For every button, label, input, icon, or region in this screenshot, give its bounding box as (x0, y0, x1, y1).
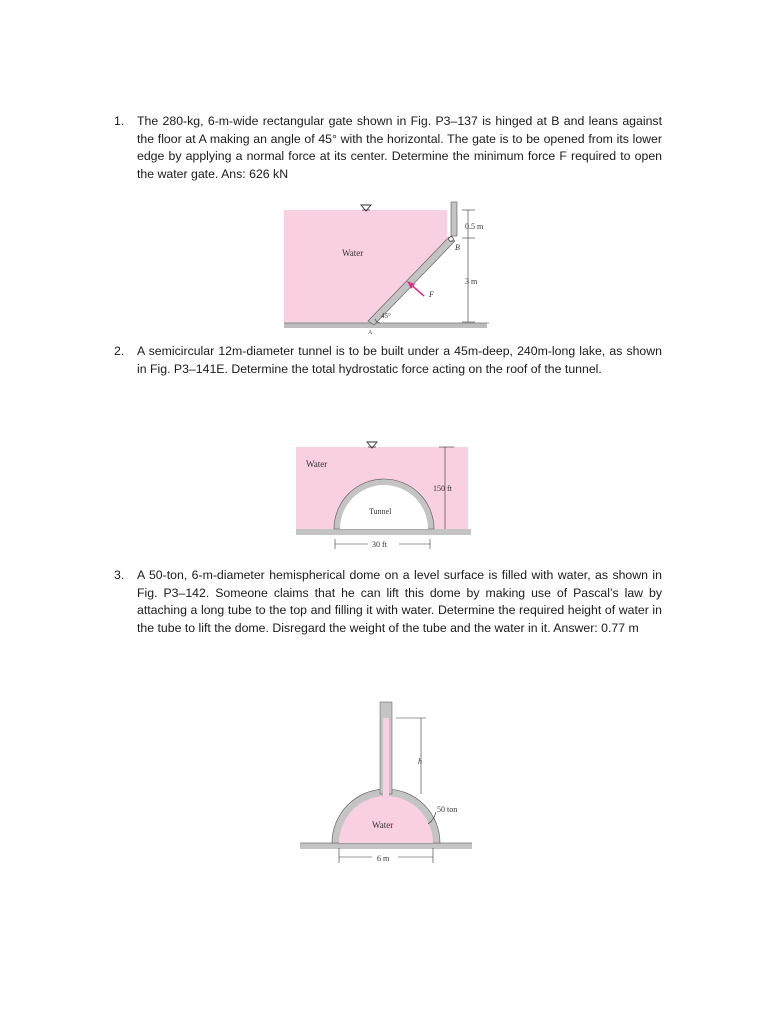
force-label: F (429, 290, 434, 299)
angle-label: 45° (381, 312, 391, 320)
depth-dimension: 150 ft (433, 484, 452, 493)
problem-number: 2. (114, 344, 125, 358)
figure-gate (284, 200, 489, 335)
point-label: A (368, 330, 373, 335)
problem-number: 1. (114, 114, 125, 128)
problem-number: 3. (114, 568, 125, 582)
water-label: Water (306, 459, 328, 469)
hinge-label: B (455, 243, 460, 252)
water-label: Water (342, 248, 364, 258)
problem-text: A semicircular 12m-diameter tunnel is to be built under a 45m-deep, 240m-long lake, as shown in Fig. P3–141E. Determine the total hydrostatic force acting on the roof of the tunnel. (137, 344, 662, 376)
height-label: h (418, 757, 422, 766)
figure-tunnel (296, 440, 471, 555)
width-dimension: 30 ft (372, 540, 387, 549)
problem-text: A 50-ton, 6-m-diameter hemispherical dome on a level surface is filled with water, as shown in Fig. P3–142. Someone claims that he can lift this dome by making use of Pascal’s law by attaching a long tube to the top and filling it with water. Determine the required height of water in the tube to lift the dome. Disregard the weight of the tube and the water in it. Answer: 0.77 m (137, 568, 662, 635)
mass-label: 50 ton (437, 805, 458, 814)
side-dimension: 3 m (465, 277, 478, 286)
figure-dome (300, 700, 475, 870)
water-label: Water (372, 820, 394, 830)
problem-text: The 280-kg, 6-m-wide rectangular gate shown in Fig. P3–137 is hinged at B and leans against the floor at A making an angle of 45° with the horizontal. The gate is to be opened from its lower edge by applying a normal force at its center. Determine the minimum force F required to open the water gate. Ans: 626 kN (137, 114, 662, 181)
problem-2 (114, 343, 662, 378)
width-dimension: 6 m (377, 854, 390, 863)
tunnel-label: Tunnel (369, 507, 392, 516)
problem-3 (114, 567, 662, 637)
problem-1 (114, 113, 662, 183)
top-dimension: 0.5 m (465, 222, 484, 231)
